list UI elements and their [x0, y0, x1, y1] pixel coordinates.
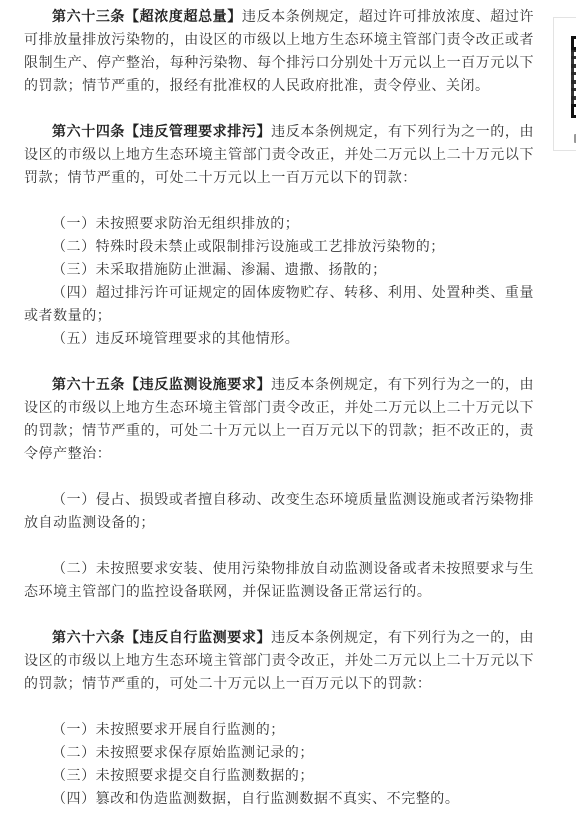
article-64-item-4: （四）超过排污许可证规定的固体废物贮存、转移、利用、处置种类、重量或者数量的； [24, 285, 534, 324]
paragraph-gap [24, 535, 534, 558]
paragraph-gap [24, 466, 534, 489]
article-body [24, 6, 534, 811]
article-63-body: 违反本条例规定，超过许可排放浓度、超过许可排放量排放污染物的，由设区的市级以上地方生态环境主管部门责令改正或者限制生产、停产整治，每种污染物、每个排污口分别处十万元以上一百万元以下的罚款；情节严重的，报经有批准权的人民政府批准，责令停业、关闭。 [24, 9, 534, 94]
article-64-title: 第六十四条【违反管理要求排污】 [52, 124, 272, 140]
paragraph-gap [24, 190, 534, 213]
article-64-body: 违反本条例规定，有下列行为之一的，由设区的市级以上地方生态环境主管部门责令改正，并处二万元以上二十万元以下罚款；情节严重的，可处二十万元以上一百万元以下的罚款： [24, 124, 535, 186]
paragraph-gap [24, 98, 534, 121]
article-64-item-1: （一）未按照要求防治无组织排放的； [52, 216, 300, 232]
article-65-item-2: （二）未按照要求安装、使用污染物排放自动监测设备或者未按照要求与生态环境主管部门的监控设备联网，并保证监测设备正常运行的。 [24, 561, 534, 600]
article-64-item-2: （二）特殊时段未禁止或限制排污设施或工艺排放污染物的； [52, 239, 445, 255]
article-65 [24, 374, 534, 466]
article-66-item-3: （三）未按照要求提交自行监测数据的； [52, 768, 314, 784]
article-64 [24, 121, 534, 190]
share-side-widget[interactable] [553, 17, 576, 151]
article-65-title: 第六十五条【违反监测设施要求】 [52, 377, 272, 393]
paragraph-gap [24, 351, 534, 374]
article-66-body: 违反本条例规定，有下列行为之一的，由设区的市级以上地方生态环境主管部门责令改正，并处二万元以上二十万元以下的罚款；情节严重的，可处二十万元以上一百万元以下的罚款： [24, 630, 535, 692]
article-66-item-2: （二）未按照要求保存原始监测记录的； [52, 745, 314, 761]
article-66-title: 第六十六条【违反自行监测要求】 [52, 630, 272, 646]
article-63 [24, 6, 534, 98]
paragraph-gap [24, 604, 534, 627]
article-65-body: 违反本条例规定，有下列行为之一的，由设区的市级以上地方生态环境主管部门责令改正，并处二万元以上二十万元以下的罚款；情节严重的，可处二十万元以上一百万元以下的罚款；拒不改正的，责令停产整治： [24, 377, 535, 462]
article-66-item-1: （一）未按照要求开展自行监测的； [52, 722, 285, 738]
article-63-title: 第六十三条【超浓度超总量】 [52, 9, 242, 25]
article-64-item-5: （五）违反环境管理要求的其他情形。 [52, 331, 300, 347]
article-66-item-4: （四）篡改和伪造监测数据，自行监测数据不真实、不完整的。 [52, 791, 460, 807]
qr-finder-top-icon [571, 36, 576, 50]
article-64-item-3: （三）未采取措施防止泄漏、渗漏、遗撒、扬散的； [52, 262, 387, 278]
article-65-item-1: （一）侵占、损毁或者擅自移动、改变生态环境质量监测设施或者污染物排放自动监测设备的； [24, 492, 534, 531]
qr-finder-bottom-icon [571, 104, 576, 118]
paragraph-gap [24, 696, 534, 719]
article-66 [24, 627, 534, 696]
